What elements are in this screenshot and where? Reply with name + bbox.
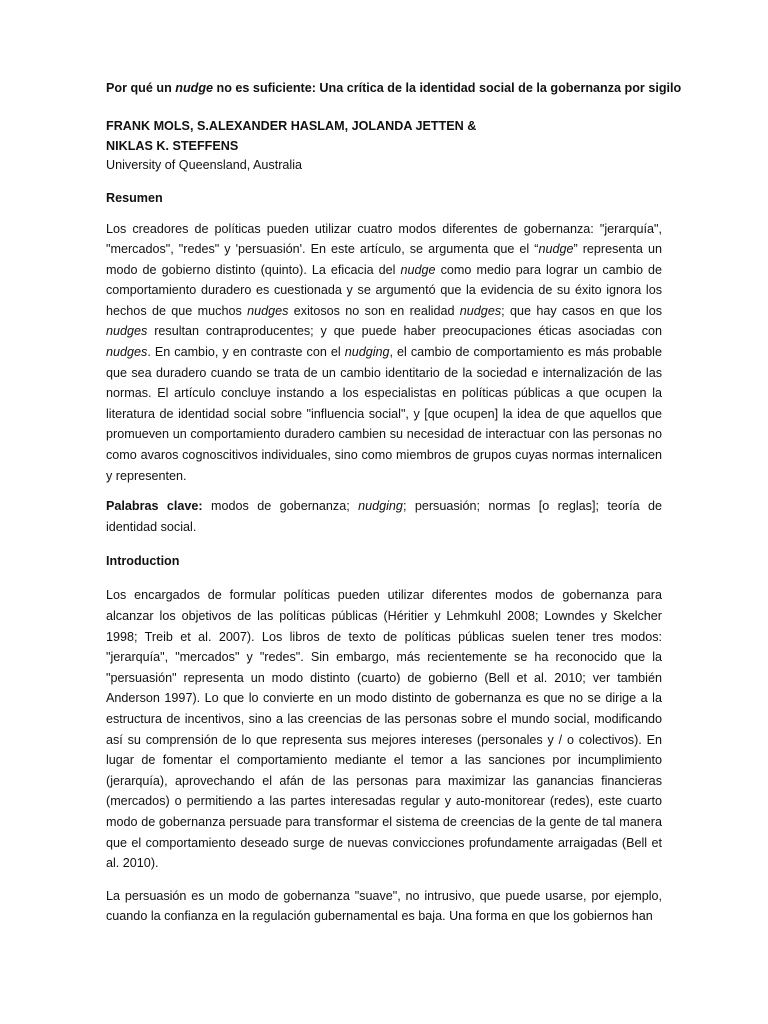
abstract-text: , el cambio de comportamiento es más probable que sea duradero cuando se trata de un cambio identitario de la sociedad e internalización de las normas. El artículo concluye instando a los especialistas en políticas públicas a que ocupen la literatura de identidad social sobre "influencia social", y [que ocupen] la idea de que aquellos que promueven un comportamiento duradero cambien su necesidad de interactuar con las personas no como avaros cognoscitivos individuales, sino como miembros de grupos cuyas normas internalicen y representen.	[106, 345, 662, 483]
abstract-heading: Resumen	[106, 190, 163, 205]
abstract-italic-term: nudging	[344, 345, 390, 360]
abstract-text: resultan contraproducentes; y que puede haber preocupaciones éticas asociadas con	[147, 324, 662, 339]
title-italic-term: nudge	[175, 81, 214, 95]
abstract-italic-term: nudges	[106, 324, 148, 339]
abstract-paragraph	[106, 219, 662, 487]
abstract-text: ; que hay casos en que los	[501, 303, 662, 318]
introduction-heading: Introduction	[106, 554, 180, 569]
title-suffix: no es suficiente: Una crítica de la identidad social de la gobernanza por sigilo	[213, 81, 682, 95]
keywords-text: ; persuasión; normas [o reglas]; teoría de identidad social.	[106, 499, 663, 534]
abstract-text: exitosos no son en realidad	[288, 303, 460, 318]
keywords-paragraph	[106, 496, 662, 537]
abstract-text: . En cambio, y en contraste con el	[147, 345, 345, 360]
author-block	[106, 117, 662, 176]
title-prefix: Por qué un	[106, 81, 176, 95]
introduction-paragraph-2: La persuasión es un modo de gobernanza "suave", no intrusivo, que puede usarse, por ejemplo, cuando la confianza en la regulación gubernamental es baja. Una forma en que los gobiernos han	[106, 888, 662, 924]
abstract-italic-term: nudge	[538, 242, 574, 257]
abstract-italic-term: nudges	[247, 303, 289, 318]
abstract-italic-term: nudges	[106, 345, 148, 360]
abstract-text: ” representa un modo de gobierno distinto (quinto). La eficacia del	[106, 242, 662, 277]
author-affiliation: University of Queensland, Australia	[106, 158, 303, 172]
document-title	[106, 80, 682, 96]
author-names-line-2: NIKLAS K. STEFFENS	[106, 138, 239, 153]
keywords-text: modos de gobernanza;	[202, 499, 359, 514]
keywords-italic-term: nudging	[358, 499, 403, 514]
author-names-line-1: FRANK MOLS, S.ALEXANDER HASLAM, JOLANDA JETTEN &	[106, 119, 477, 133]
introduction-paragraph-1: Los encargados de formular políticas pueden utilizar diferentes modos de gobernanza para alcanzar los objetivos de las políticas públicas (Héritier y Lehmkuhl 2008; Lowndes y Skelcher 1998; Treib et al. 2007). Los libros de texto de políticas públicas suelen tener tres modos: "jerarquía", "mercados" y "redes". Sin embargo, más recientemente se ha reconocido que la "persuasión" representa un modo distinto (cuarto) de gobierno (Bell et al. 2010; ver también Anderson 1997). Lo que lo convierte en un modo distinto de gobernanza es que no se dirige a la estructura de incentivos, sino a las creencias de las personas sobre el mundo social, modificando así su comprensión de lo que representa sus mejores intereses (personales y / o colectivos). En lugar de fomentar el comportamiento mediante el temor a las sanciones por incumplimiento (jerarquía), aprovechando el afán de las personas para maximizar las ganancias financieras (mercados) o permitiendo a las partes interesadas regular y auto-monitorear (redes), este cuarto modo de gobernanza persuade para transformar el sistema de creencias de la gente de tal manera que el comportamiento deseado surge de nuevas convicciones profundamente arraigadas (Bell et al. 2010).	[106, 588, 662, 871]
abstract-italic-term: nudges	[459, 303, 502, 318]
abstract-text: Los creadores de políticas pueden utilizar cuatro modos diferentes de gobernanza: "jerarquía", "mercados", "redes" y 'persuasión'. En este artículo, se argumenta que el “	[106, 221, 662, 257]
keywords-label: Palabras clave:	[106, 499, 203, 514]
document-page	[106, 80, 682, 927]
abstract-text: como medio para lograr un cambio de comportamiento duradero es cuestionada y se argumentó que la evidencia de su éxito ignora los hechos de que muchos	[106, 262, 663, 318]
abstract-italic-term: nudge	[400, 262, 436, 277]
